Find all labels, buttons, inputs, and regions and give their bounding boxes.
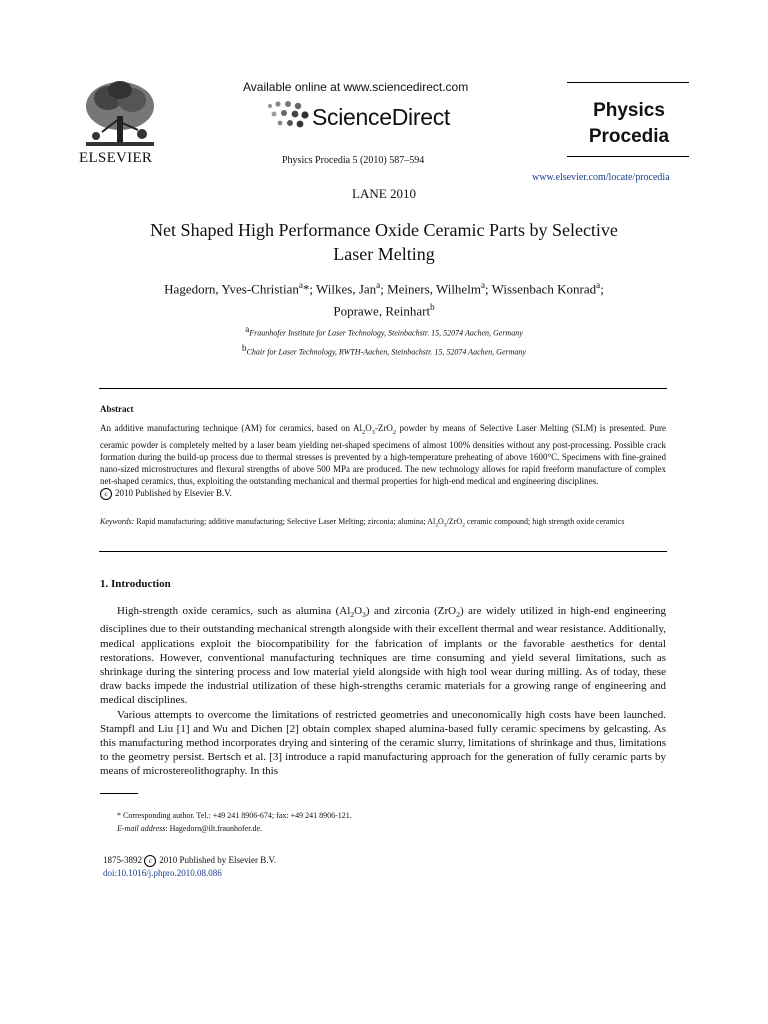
- author-name: Wilkes, Jan: [316, 281, 377, 297]
- footnote-rule: [100, 793, 138, 794]
- paragraph-text: ) are widely utilized in high-end engineering disciplines due to their outstanding mechanical strength alongside with their excellent thermal and wear resistance. Additionally, medical applications exploit the biocompatibility for the fabrication of implants or the favorable aesthetics for dental restorations. However, conventional manufacturing techniques are time consuming and yield several limitations, such as shrinkage during the sintering process and low material yield alongside with high tool wear during milling. As of today, these draw backs impede the industrial utilization of these high-strengths ceramic materials for a growing range of engineering and medical disciplines.: [100, 605, 666, 707]
- author-name: Wissenbach Konrad: [491, 281, 597, 297]
- paragraph: Various attempts to overcome the limitations of restricted geometries and uneconomically high costs have been launched. Stampfl and Liu [1] and Wu and Dichen [2] obtain complex shaped alumina-based fully ceramic specimens by gelcasting. As this manufacturing method incorporates drying and sintering of the ceramic slurry, limitations of shrinkage and thus, limitations to the geometry persist. Bertsch et al. [3] introduce a rapid manufacturing approach for the generation of fully ceramic parts by means of microstereolithography. In this: [100, 708, 666, 778]
- journal-url-link[interactable]: www.elsevier.com/locate/procedia: [532, 172, 670, 183]
- keywords: [100, 516, 666, 532]
- footer-copyright: 2010 Published by Elsevier B.V.: [159, 855, 277, 866]
- author-name: Hagedorn, Yves-Christian: [164, 281, 299, 297]
- abstract-text-start: An additive manufacturing technique (AM) for ceramics, based on: [100, 423, 354, 433]
- article-title-line1: Net Shaped High Performance Oxide Ceramic Parts by Selective: [150, 220, 618, 240]
- author-affil-mark: a: [596, 280, 601, 290]
- author-affil-mark: b: [430, 302, 435, 313]
- abstract-text-end: powder by means of Selective Laser Melting (SLM) is presented. Pure ceramic powder is completely melted by a laser beam yielding net-shaped specimens of almost 100% densities without any post-processing. Possible crack formation during the build-up process due to thermal stresses is prevented by a high-temperature preheating of above 1600°C. Specimens with fine-grained nano-sized microstructures and flexural strengths of above 500 MPa are produced. The new technology allows for rapid freeform manufacture of complex net-shaped ceramics, thus, exploiting the outstanding mechanical and thermal properties for high-end medical and engineering disciplines.: [100, 423, 666, 486]
- available-online-text: Available online at www.sciencedirect.com: [243, 80, 469, 94]
- author-sep: ;: [380, 281, 388, 297]
- author-name: Meiners, Wilhelm: [387, 281, 481, 297]
- journal-title-line1: Physics: [593, 100, 665, 121]
- doi-link[interactable]: doi:10.1016/j.phpro.2010.08.086: [103, 868, 222, 878]
- copyright-icon: c: [100, 488, 112, 500]
- journal-title: [568, 98, 690, 150]
- abstract-heading: Abstract: [100, 404, 134, 414]
- keywords-text-start: Rapid manufacturing; additive manufacturing; Selective Laser Melting; zirconia; alumina;: [134, 517, 428, 526]
- introduction-body: [100, 604, 666, 779]
- journal-title-line2: Procedia: [588, 126, 670, 147]
- affiliation-b: [100, 341, 668, 360]
- formula-zirconia: ZrO$_2$: [437, 605, 460, 620]
- issn-line: [103, 855, 276, 867]
- author-sep: *;: [302, 281, 317, 297]
- abstract-formula: $Al_2O_3-ZrO_2$: [353, 423, 396, 436]
- abstract-top-rule: [99, 388, 667, 389]
- corresponding-author-note: * Corresponding author. Tel.: +49 241 8906-674; fax: +49 241 8906-121.: [117, 811, 352, 820]
- formula-alumina: $Al_2O_3$: [339, 605, 366, 620]
- footnotes: [117, 809, 352, 835]
- conference-name: LANE 2010: [352, 186, 416, 201]
- author-sep: ;: [484, 281, 492, 297]
- affiliation-text: Fraunhofer Institute for Laser Technology, Steinbachstr. 15, 52074 Aachen, Germany: [249, 328, 523, 338]
- email-label: E-mail address: [117, 824, 166, 833]
- affiliation-mark: b: [242, 342, 247, 353]
- abstract-copyright: 2010 Published by Elsevier B.V.: [115, 487, 232, 498]
- author-affil-mark: a: [480, 280, 485, 290]
- issn: 1875-3892: [103, 855, 142, 866]
- keywords-label: Keywords:: [100, 517, 135, 526]
- paragraph: [100, 604, 666, 708]
- abstract-bottom-rule: [99, 551, 667, 552]
- keywords-text-end: ceramic compound; high strength oxide ceramics: [464, 517, 625, 526]
- sciencedirect-wordmark: ScienceDirect: [312, 104, 450, 130]
- author-name: Poprawe, Reinhart: [333, 303, 431, 319]
- journal-reference: Physics Procedia 5 (2010) 587–594: [282, 155, 425, 166]
- copyright-icon: c: [144, 855, 156, 867]
- affiliations: [100, 322, 668, 359]
- author-sep: ;: [600, 281, 604, 297]
- author-affil-mark: a: [376, 280, 381, 290]
- sciencedirect-dots-icon: [262, 100, 312, 130]
- journal-box-bottom-rule: [567, 156, 689, 157]
- journal-box-top-rule: [567, 82, 689, 83]
- email-address[interactable]: : Hagedorn@ilt.fraunhofer.de.: [165, 824, 263, 833]
- article-title-line2: Laser Melting: [333, 244, 435, 264]
- email-note: [117, 822, 352, 835]
- abstract-text: [100, 422, 666, 500]
- publisher-name: ELSEVIER: [79, 150, 153, 166]
- affiliation-text: Chair for Laser Technology, RWTH-Aachen, Steinbachstr. 15, 52074 Aachen, Germany: [246, 347, 526, 357]
- author-affil-mark: a: [298, 280, 303, 290]
- article-title: [100, 218, 668, 266]
- paragraph-text: High-strength oxide ceramics, such as alumina (: [117, 605, 340, 617]
- author-list: [100, 276, 668, 321]
- section-heading: 1. Introduction: [100, 578, 171, 590]
- affiliation-a: [100, 322, 668, 341]
- affiliation-mark: a: [245, 324, 250, 334]
- paragraph-text: ) and zirconia (: [365, 605, 438, 617]
- keywords-formula: $Al_2O_3/ZrO_2$: [427, 517, 465, 529]
